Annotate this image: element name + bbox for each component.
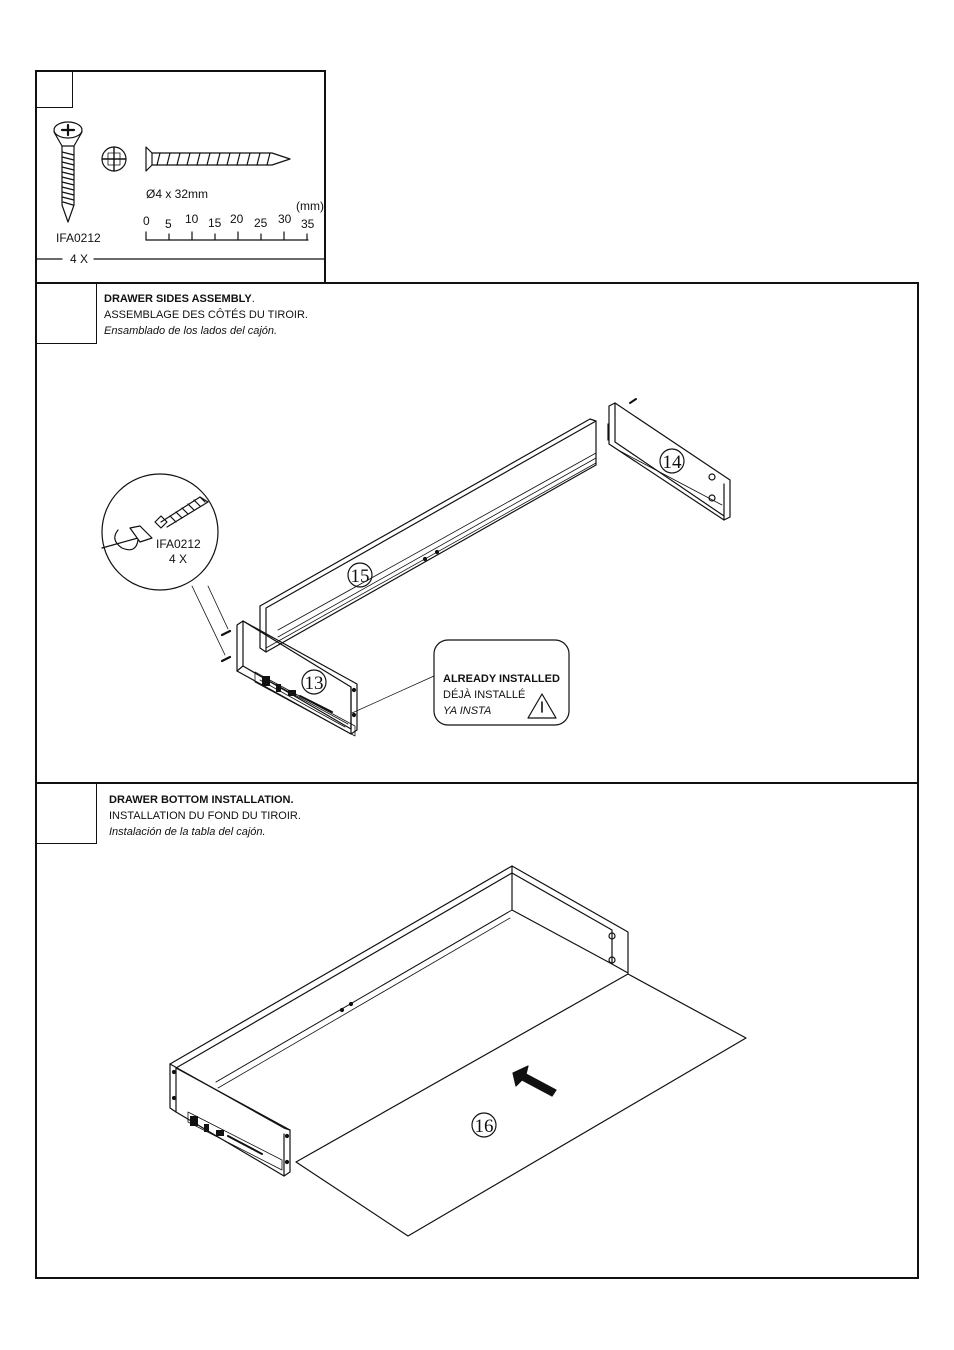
screw-vertical-icon bbox=[54, 122, 82, 222]
step-sides-title-fr: ASSEMBLAGE DES CÔTÉS DU TIROIR. bbox=[104, 309, 308, 321]
ruler-tick-20: 20 bbox=[230, 212, 244, 226]
note-ya-insta: YA INSTA bbox=[443, 705, 492, 717]
part-13-side-panel bbox=[237, 621, 357, 736]
step-bottom-title-es: Instalación de la tabla del cajón. bbox=[109, 826, 266, 838]
note-already-installed: ALREADY INSTALLED bbox=[443, 673, 560, 685]
part-13-label: 13 bbox=[304, 673, 324, 694]
screwdriver-callout bbox=[102, 474, 218, 590]
step-sides-title-es: Ensamblado de los lados del cajón. bbox=[104, 325, 278, 337]
part-14-label: 14 bbox=[662, 452, 682, 473]
ruler-tick-10: 10 bbox=[185, 212, 199, 226]
note-deja-installe: DÉJÀ INSTALLÉ bbox=[443, 689, 526, 701]
ruler-tick-25: 25 bbox=[254, 216, 268, 230]
part-16-label: 16 bbox=[474, 1116, 494, 1137]
part-15-back-panel bbox=[260, 419, 596, 652]
ruler-unit-label: (mm) bbox=[296, 199, 324, 213]
ruler-tick-30: 30 bbox=[278, 212, 292, 226]
callout-quantity-label: 4 X bbox=[169, 552, 188, 566]
step-bottom-title-en: DRAWER BOTTOM INSTALLATION. bbox=[109, 794, 294, 806]
screw-markers bbox=[222, 631, 230, 661]
part-15-label: 15 bbox=[350, 566, 370, 587]
hardware-quantity-label: 4 X bbox=[70, 252, 89, 266]
step-sides-title-en: DRAWER SIDES ASSEMBLY bbox=[104, 293, 252, 305]
note-leader-line bbox=[352, 676, 434, 713]
ruler-tick-5: 5 bbox=[165, 217, 172, 231]
screw-size-label: Ø4 x 32mm bbox=[146, 187, 209, 201]
measuring-ruler bbox=[146, 232, 308, 240]
phillips-head-icon bbox=[102, 147, 126, 171]
part-16-bottom-panel bbox=[296, 974, 746, 1236]
ruler-tick-0: 0 bbox=[143, 214, 150, 228]
ruler-tick-35: 35 bbox=[301, 217, 315, 231]
hardware-code-label: IFA0212 bbox=[56, 231, 101, 245]
ruler-tick-15: 15 bbox=[208, 216, 222, 230]
screw-horizontal-icon bbox=[146, 147, 290, 171]
step-bottom-title-fr: INSTALLATION DU FOND DU TIROIR. bbox=[109, 810, 301, 822]
step-sides-title-en-suffix: . bbox=[251, 293, 255, 305]
callout-leader-lines bbox=[192, 586, 228, 655]
callout-code-label: IFA0212 bbox=[156, 537, 201, 551]
